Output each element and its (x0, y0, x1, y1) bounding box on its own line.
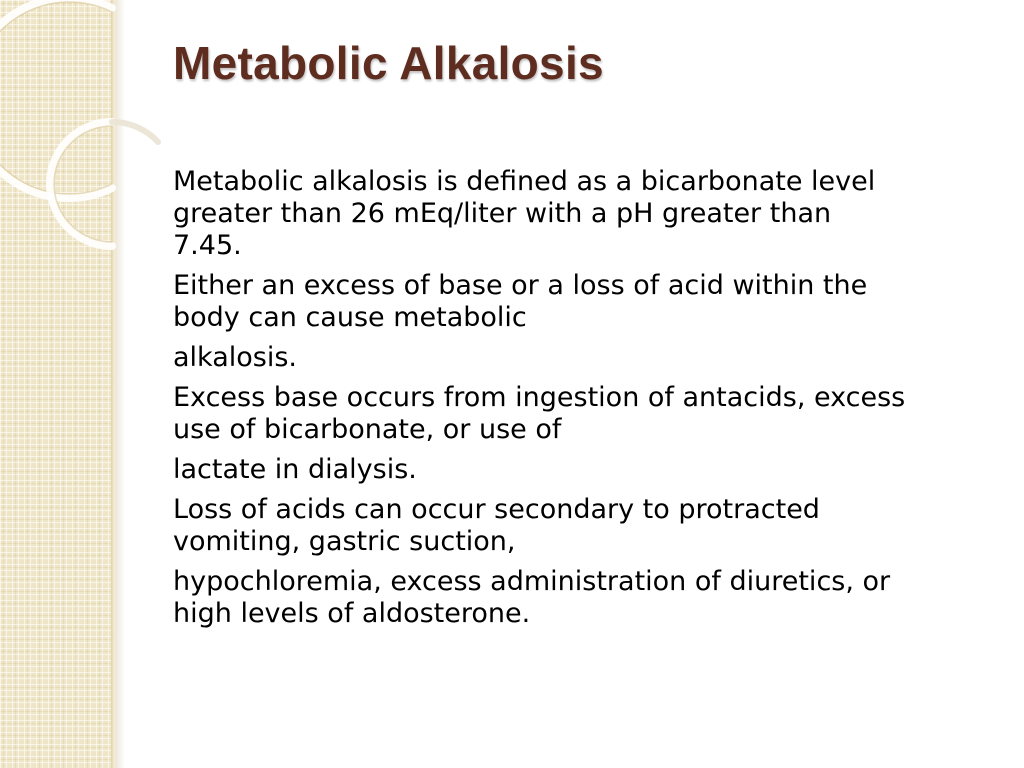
text-line: 7.45. (173, 230, 242, 261)
text-line: alkalosis. (173, 342, 297, 373)
slide-body (173, 166, 973, 638)
text-line: hypochloremia, excess administration of diuretics, or (173, 566, 891, 597)
text-line: body can cause metabolic (173, 302, 527, 333)
decorative-rings (0, 0, 180, 300)
paragraph (173, 342, 973, 374)
text-line: Excess base occurs from ingestion of antacids, excess (173, 382, 906, 413)
text-line: vomiting, gastric suction, (173, 526, 516, 557)
slide-title: Metabolic Alkalosis (173, 37, 604, 89)
text-line: use of bicarbonate, or use of (173, 414, 562, 445)
paragraph (173, 566, 973, 630)
paragraph (173, 454, 973, 486)
text-line: greater than 26 mEq/liter with a pH greater than (173, 198, 832, 229)
text-line: lactate in dialysis. (173, 454, 417, 485)
text-line: high levels of aldosterone. (173, 598, 531, 629)
decorative-ring-lower (50, 122, 112, 246)
decorative-ring-lower-right (112, 122, 158, 142)
text-line: Either an excess of base or a loss of acid within the (173, 270, 868, 301)
text-line: Loss of acids can occur secondary to protracted (173, 494, 820, 525)
paragraph (173, 382, 973, 446)
paragraph (173, 166, 973, 262)
paragraph (173, 494, 973, 558)
paragraph (173, 270, 973, 334)
text-line: Metabolic alkalosis is defined as a bicarbonate level (173, 166, 876, 197)
